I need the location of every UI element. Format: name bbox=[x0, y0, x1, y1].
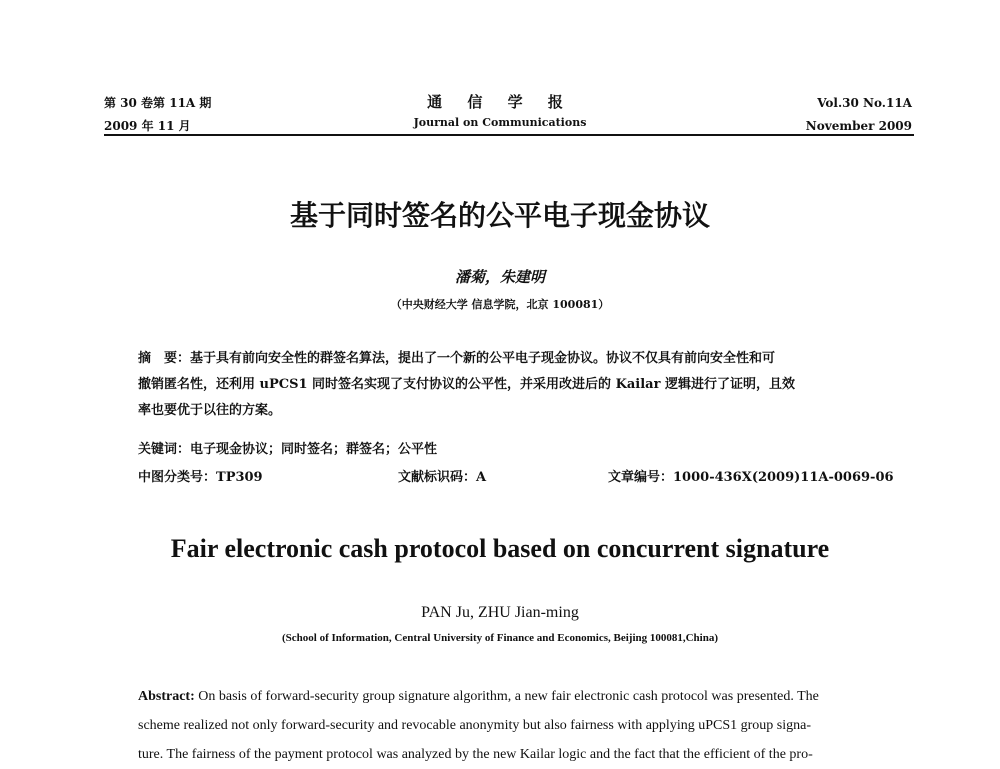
article-number: 文章编号：1000-436X(2009)11A-0069-06 bbox=[608, 470, 894, 485]
document-code: 文献标识码：A bbox=[398, 470, 487, 485]
abstract-en-line: scheme realized not only forward-security and revocable anonymity but also fairness with applying uPCS1 group signa- bbox=[138, 718, 811, 733]
header-rule bbox=[104, 134, 914, 136]
abstract-cn-label: 摘 要： bbox=[138, 351, 191, 366]
issue-date-en: November 2009 bbox=[805, 119, 912, 133]
journal-name-cn: 通 信 学 报 bbox=[427, 93, 573, 111]
volume-issue-en: Vol.30 No.11A bbox=[817, 96, 912, 110]
abstract-en bbox=[138, 682, 883, 769]
abstract-en-line: Abstract: On basis of forward-security group signature algorithm, a new fair electronic cash protocol was presented. The bbox=[138, 689, 819, 704]
journal-name-en: Journal on Communications bbox=[413, 116, 587, 129]
abstract-en-line: ture. The fairness of the payment protocol was analyzed by the new Kailar logic and the fact that the efficient of the pro- bbox=[138, 747, 813, 762]
abstract-cn-line: 撤销匿名性，还利用 uPCS1 同时签名实现了支付协议的公平性，并采用改进后的 Kailar 逻辑进行了证明，且效 bbox=[138, 377, 795, 392]
affiliation-cn: （中央财经大学 信息学院，北京 100081） bbox=[390, 298, 610, 311]
authors-cn: 潘菊，朱建明 bbox=[454, 268, 545, 286]
keywords-cn-label: 关键词： bbox=[138, 442, 191, 457]
paper-title-en: Fair electronic cash protocol based on concurrent signature bbox=[170, 534, 830, 563]
paper-title-cn: 基于同时签名的公平电子现金协议 bbox=[289, 199, 710, 232]
abstract-cn-line: 摘 要：基于具有前向安全性的群签名算法，提出了一个新的公平电子现金协议。协议不仅具有前向安全性和可 bbox=[138, 351, 776, 366]
abstract-en-label: Abstract: bbox=[138, 689, 195, 704]
issue-date-cn: 2009 年 11 月 bbox=[104, 119, 191, 133]
abstract-cn-line: 率也要优于以往的方案。 bbox=[138, 403, 282, 418]
clc-number: 中图分类号：TP309 bbox=[138, 470, 263, 485]
abstract-cn bbox=[138, 346, 876, 424]
keywords-cn-values: 电子现金协议；同时签名；群签名；公平性 bbox=[190, 442, 438, 457]
journal-volume-info-en bbox=[806, 92, 912, 138]
volume-issue: 第 30 卷第 11A 期 bbox=[104, 96, 212, 110]
authors-en: PAN Ju, ZHU Jian-ming bbox=[421, 604, 579, 621]
keywords-cn bbox=[138, 438, 437, 457]
affiliation-en: (School of Information, Central University of Finance and Economics, Beijing 100081,China) bbox=[281, 632, 719, 644]
